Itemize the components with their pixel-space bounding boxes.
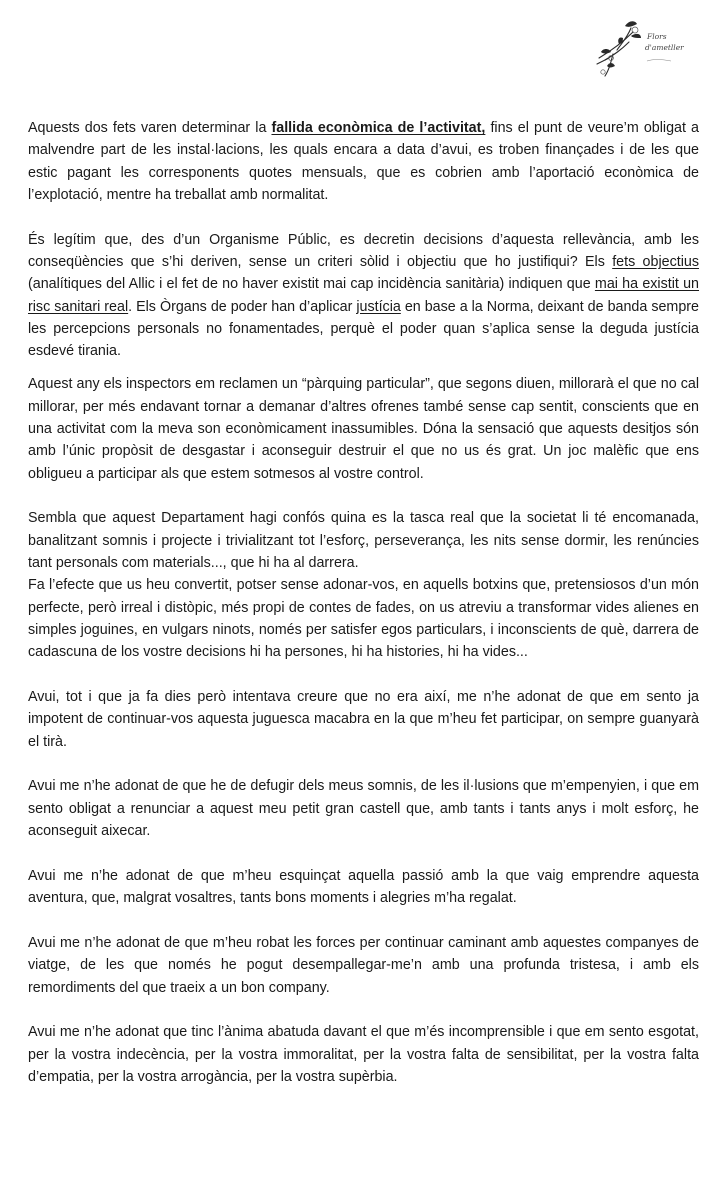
paragraph-1-text-start: Aquests dos fets varen determinar la	[28, 120, 272, 136]
paragraph-2-text-c: (analítiques del Allic i el fet de no haver existit mai cap incidència sanitària) indiquen que	[28, 276, 595, 293]
paragraph-2-underline-justicia: justícia	[356, 298, 401, 315]
paragraph-8: Avui me n’he adonat de que m’heu esquinçat aquella passió amb la que vaig emprendre aquesta aventura, que, malgrat vosaltres, tants bons moments i alegries m’ha regalat.	[28, 867, 699, 907]
paragraph-2-text-a: És legítim que, des d’un Organisme Públic, es decretin decisions d’aquesta rellevància, amb les conseqüències que s’hi deriven, sense un criteri sòlid i objectiu que ho justifiqui? Els	[28, 231, 699, 270]
paragraph-1	[28, 117, 699, 206]
paragraph-2-text-e: . Els Òrgans de poder han d’aplicar	[128, 298, 357, 315]
paragraph-1-emphasis: fallida econòmica de l’activitat,	[271, 120, 486, 136]
logo-text-line1: Flors	[647, 32, 667, 41]
paragraph-2-underline-risc: mai ha existit un risc sanitari real	[28, 276, 700, 315]
paragraph-2-underline-fets: fets objectius	[612, 253, 699, 270]
paragraph-5: Fa l’efecte que us heu convertit, potser sense adonar-vos, en aquells botxins que, pretensiosos d’un món perfecte, però irreal i distòpic, més propi de contes de fades, on us atreviu a transformar vides alienes en simples joguines, en vulgars ninots, només per satisfer egos particulars, i inconscients de què, darrera de cadascuna de los vostre decisions hi ha persones, hi ha histories, hi ha vides...	[28, 577, 699, 661]
paragraph-4: Sembla que aquest Departament hagi confós quina es la tasca real que la societat li té encomanada, banalitzant somnis i projecte i trivialitzant tot l’esforç, perseverança, les nits sense dormir, les renúncies tant personals com materials..., que hi ha al darrera.	[28, 510, 699, 572]
logo-text-line2: d'ametller	[645, 43, 684, 52]
paragraph-1-text-end: fins el punt de veure’m obligat a malvendre part de les instal·lacions, les quals encara a data d’avui, es troben finançades i de les que estic pagant les corresponents quotes mensuals, que es cobrien amb l’aportació econòmica de l’explotació, mentre ha treballat amb normalitat.	[28, 120, 699, 203]
paragraph-3: Aquest any els inspectors em reclamen un “pàrquing particular”, que segons diuen, millorarà el que no cal millorar, per més endavant tornar a demanar d’altres ofrenes també sense cap sentit, conscients que en una activitat com la meva son econòmicament inassumibles. Dóna la sensació que aquests desitjos són amb l’únic propòsit de desgastar i aconseguir destruir el que no us és grat. Un joc malèfic que ens obligueu a participar als que estem sotmesos al vostre control.	[28, 376, 699, 482]
paragraph-2-text-g: en base a la Norma, deixant de banda sempre les percepcions personals no fonamentades, perquè el poder quan s’aplica sense la deguda justícia esdevé tirania.	[28, 298, 699, 360]
letter-body	[28, 117, 699, 1088]
paragraph-6: Avui, tot i que ja fa dies però intentava creure que no era així, me n’he adonat de que em sento ja impotent de continuar-vos aquesta juguesca macabra en la que m’heu fet participar, on sempre guanyarà el tirà.	[28, 689, 699, 750]
paragraph-7: Avui me n’he adonat de que he de defugir dels meus somnis, de les il·lusions que m’empenyien, i que em sento obligat a renunciar a aquest meu petit gran castell que, amb tants i tants anys i molt esforç, he aconseguit aixecar.	[28, 778, 699, 840]
logo	[591, 14, 695, 82]
paragraph-10: Avui me n’he adonat que tinc l’ànima abatuda davant el que m’és incomprensible i que em sento esgotat, per la vostra indecència, per la vostra immoralitat, per la vostra falta de sensibilitat, per la vostra falta d’empatia, per la vostra arrogància, per la vostra supèrbia.	[28, 1024, 699, 1085]
paragraph-2	[28, 229, 699, 363]
paragraph-9: Avui me n’he adonat de que m’heu robat les forces per continuar caminant amb aquestes companyes de viatge, de les que només he pogut desempallegar-me’n amb una profunda tristesa, i amb els remordiments del que traeix a un bon company.	[28, 934, 699, 996]
